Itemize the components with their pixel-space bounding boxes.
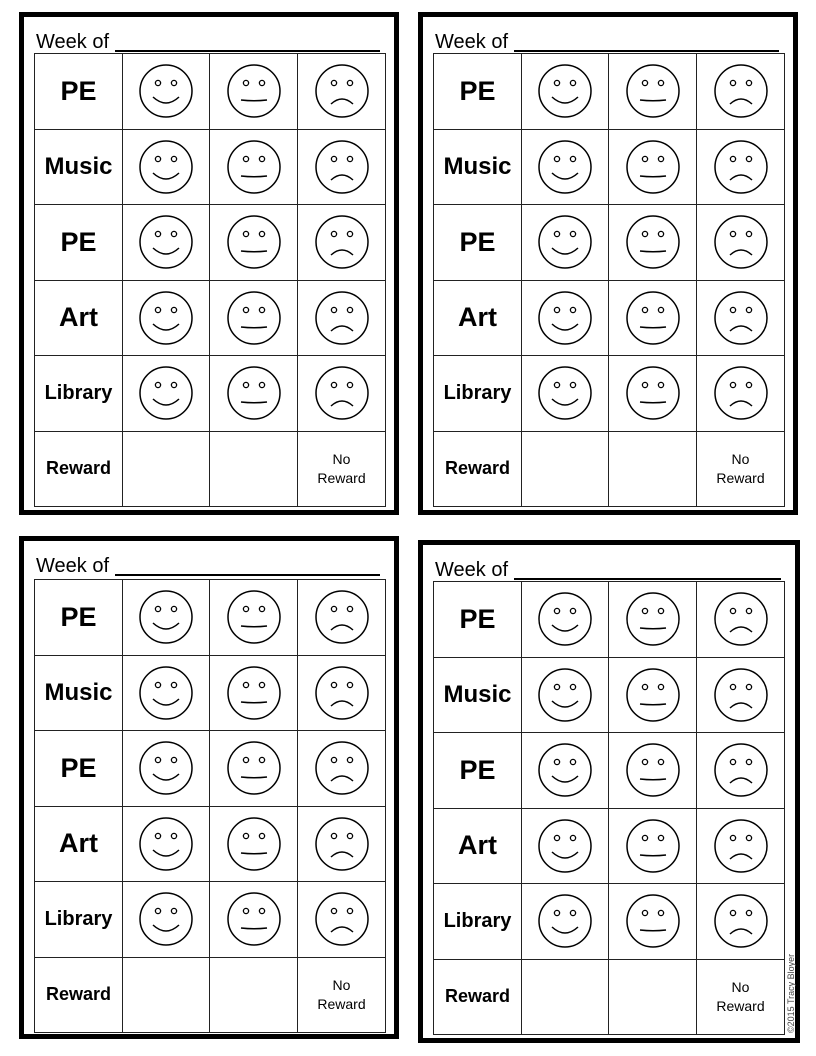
happy-face-icon bbox=[123, 63, 209, 119]
neutral-face-icon bbox=[210, 365, 297, 421]
sad-face-icon bbox=[697, 667, 784, 723]
sad-face-icon bbox=[697, 214, 784, 270]
face-cell[interactable] bbox=[522, 356, 609, 432]
week-of-row bbox=[435, 551, 781, 583]
neutral-face-icon bbox=[609, 591, 696, 647]
week-of-label: Week of bbox=[36, 31, 109, 53]
no-reward-text-line1: No bbox=[332, 450, 351, 467]
subject-label: PE bbox=[434, 205, 522, 281]
subject-row bbox=[434, 808, 785, 884]
subject-label: Music bbox=[434, 129, 522, 205]
subject-row bbox=[35, 280, 386, 356]
happy-face-icon bbox=[522, 893, 608, 949]
subject-label: PE bbox=[434, 582, 522, 658]
week-of-row bbox=[36, 547, 380, 579]
reward-cell[interactable] bbox=[210, 431, 298, 507]
subject-row bbox=[35, 54, 386, 130]
subject-row bbox=[434, 884, 785, 960]
face-cell[interactable] bbox=[123, 806, 210, 882]
sad-face-icon bbox=[298, 740, 385, 796]
happy-face-icon bbox=[522, 591, 608, 647]
neutral-face-icon bbox=[609, 893, 696, 949]
sad-face-icon bbox=[298, 139, 385, 195]
happy-face-icon bbox=[123, 365, 209, 421]
neutral-face-icon bbox=[609, 139, 696, 195]
week-date-blank[interactable] bbox=[514, 49, 779, 52]
face-cell[interactable] bbox=[210, 129, 298, 205]
neutral-face-icon bbox=[210, 589, 297, 645]
neutral-face-icon bbox=[210, 816, 297, 872]
subject-label: PE bbox=[434, 54, 522, 130]
no-reward-text-line2: Reward bbox=[317, 995, 366, 1012]
face-cell[interactable] bbox=[609, 884, 697, 960]
reward-label: Reward bbox=[35, 431, 123, 507]
neutral-face-icon bbox=[210, 214, 297, 270]
neutral-face-icon bbox=[609, 667, 696, 723]
face-cell[interactable] bbox=[522, 582, 609, 658]
subject-label: Music bbox=[35, 129, 123, 205]
face-cell[interactable] bbox=[697, 129, 785, 205]
subject-label: Art bbox=[35, 280, 123, 356]
neutral-face-icon bbox=[609, 214, 696, 270]
reward-label: Reward bbox=[434, 431, 522, 507]
face-cell[interactable] bbox=[298, 54, 386, 130]
face-cell[interactable] bbox=[210, 54, 298, 130]
face-cell[interactable] bbox=[298, 806, 386, 882]
reward-row bbox=[434, 959, 785, 1035]
neutral-face-icon bbox=[609, 818, 696, 874]
face-cell[interactable] bbox=[697, 280, 785, 356]
subject-row bbox=[35, 882, 386, 958]
subject-label: Library bbox=[35, 882, 123, 958]
sad-face-icon bbox=[697, 893, 784, 949]
behavior-grid bbox=[34, 579, 386, 1033]
week-of-row bbox=[36, 23, 380, 55]
reward-row bbox=[434, 431, 785, 507]
face-cell[interactable] bbox=[298, 731, 386, 807]
no-reward-cell[interactable] bbox=[298, 431, 386, 507]
face-cell[interactable] bbox=[123, 205, 210, 281]
face-cell[interactable] bbox=[298, 356, 386, 432]
subject-label: Music bbox=[434, 657, 522, 733]
reward-label: Reward bbox=[434, 959, 522, 1035]
week-of-row bbox=[435, 23, 779, 55]
neutral-face-icon bbox=[210, 740, 297, 796]
face-cell[interactable] bbox=[210, 655, 298, 731]
face-cell[interactable] bbox=[609, 733, 697, 809]
no-reward-cell[interactable] bbox=[697, 431, 785, 507]
face-cell[interactable] bbox=[697, 884, 785, 960]
face-cell[interactable] bbox=[609, 205, 697, 281]
subject-row bbox=[434, 54, 785, 130]
face-cell[interactable] bbox=[522, 129, 609, 205]
face-cell[interactable] bbox=[609, 280, 697, 356]
face-cell[interactable] bbox=[123, 280, 210, 356]
happy-face-icon bbox=[522, 63, 608, 119]
face-cell[interactable] bbox=[522, 54, 609, 130]
reward-cell[interactable] bbox=[522, 959, 609, 1035]
face-cell[interactable] bbox=[609, 54, 697, 130]
no-reward-text-line1: No bbox=[731, 450, 750, 467]
subject-row bbox=[35, 356, 386, 432]
happy-face-icon bbox=[123, 589, 209, 645]
week-date-blank[interactable] bbox=[115, 573, 380, 576]
face-cell[interactable] bbox=[298, 655, 386, 731]
reward-cell[interactable] bbox=[123, 957, 210, 1033]
happy-face-icon bbox=[123, 740, 209, 796]
no-reward-text-line2: Reward bbox=[716, 997, 765, 1014]
subject-label: PE bbox=[35, 731, 123, 807]
week-of-label: Week of bbox=[36, 555, 109, 577]
sad-face-icon bbox=[298, 665, 385, 721]
subject-label: Library bbox=[35, 356, 123, 432]
happy-face-icon bbox=[522, 290, 608, 346]
subject-label: Art bbox=[35, 806, 123, 882]
face-cell[interactable] bbox=[210, 806, 298, 882]
face-cell[interactable] bbox=[522, 884, 609, 960]
week-date-blank[interactable] bbox=[514, 577, 781, 580]
reward-cell[interactable] bbox=[609, 959, 697, 1035]
subject-row bbox=[35, 580, 386, 656]
sad-face-icon bbox=[298, 589, 385, 645]
face-cell[interactable] bbox=[298, 580, 386, 656]
subject-row bbox=[35, 205, 386, 281]
happy-face-icon bbox=[123, 290, 209, 346]
week-date-blank[interactable] bbox=[115, 49, 380, 52]
sad-face-icon bbox=[298, 214, 385, 270]
face-cell[interactable] bbox=[609, 657, 697, 733]
happy-face-icon bbox=[123, 214, 209, 270]
behavior-chart-card bbox=[19, 12, 399, 515]
subject-label: PE bbox=[35, 54, 123, 130]
face-cell[interactable] bbox=[522, 280, 609, 356]
subject-row bbox=[434, 582, 785, 658]
face-cell[interactable] bbox=[123, 882, 210, 958]
face-cell[interactable] bbox=[697, 657, 785, 733]
face-cell[interactable] bbox=[210, 882, 298, 958]
sad-face-icon bbox=[298, 365, 385, 421]
neutral-face-icon bbox=[609, 63, 696, 119]
happy-face-icon bbox=[522, 742, 608, 798]
subject-row bbox=[434, 280, 785, 356]
neutral-face-icon bbox=[210, 290, 297, 346]
face-cell[interactable] bbox=[697, 54, 785, 130]
face-cell[interactable] bbox=[697, 733, 785, 809]
subject-row bbox=[434, 733, 785, 809]
face-cell[interactable] bbox=[123, 655, 210, 731]
face-cell[interactable] bbox=[697, 582, 785, 658]
sad-face-icon bbox=[697, 365, 784, 421]
face-cell[interactable] bbox=[609, 808, 697, 884]
behavior-chart-card bbox=[418, 540, 800, 1043]
subject-label: PE bbox=[434, 733, 522, 809]
reward-row bbox=[35, 957, 386, 1033]
face-cell[interactable] bbox=[298, 205, 386, 281]
neutral-face-icon bbox=[609, 365, 696, 421]
face-cell[interactable] bbox=[210, 580, 298, 656]
subject-row bbox=[434, 205, 785, 281]
subject-row bbox=[35, 655, 386, 731]
face-cell[interactable] bbox=[298, 129, 386, 205]
sad-face-icon bbox=[298, 290, 385, 346]
reward-cell[interactable] bbox=[522, 431, 609, 507]
subject-label: Art bbox=[434, 808, 522, 884]
face-cell[interactable] bbox=[123, 580, 210, 656]
reward-cell[interactable] bbox=[210, 957, 298, 1033]
happy-face-icon bbox=[123, 139, 209, 195]
week-of-label: Week of bbox=[435, 559, 508, 581]
subject-label: Library bbox=[434, 884, 522, 960]
happy-face-icon bbox=[123, 891, 209, 947]
week-of-label: Week of bbox=[435, 31, 508, 53]
no-reward-text-line1: No bbox=[731, 978, 750, 995]
face-cell[interactable] bbox=[210, 205, 298, 281]
face-cell[interactable] bbox=[697, 808, 785, 884]
face-cell[interactable] bbox=[609, 356, 697, 432]
no-reward-text-line1: No bbox=[332, 976, 351, 993]
neutral-face-icon bbox=[210, 891, 297, 947]
face-cell[interactable] bbox=[522, 657, 609, 733]
sad-face-icon bbox=[697, 818, 784, 874]
face-cell[interactable] bbox=[123, 356, 210, 432]
face-cell[interactable] bbox=[298, 280, 386, 356]
sad-face-icon bbox=[697, 591, 784, 647]
subject-label: Library bbox=[434, 356, 522, 432]
face-cell[interactable] bbox=[697, 356, 785, 432]
sad-face-icon bbox=[298, 891, 385, 947]
neutral-face-icon bbox=[210, 63, 297, 119]
copyright-text: ©2015 Tracy Bloyer bbox=[786, 953, 796, 1033]
reward-row bbox=[35, 431, 386, 507]
happy-face-icon bbox=[522, 214, 608, 270]
face-cell[interactable] bbox=[522, 733, 609, 809]
happy-face-icon bbox=[522, 667, 608, 723]
neutral-face-icon bbox=[609, 742, 696, 798]
neutral-face-icon bbox=[609, 290, 696, 346]
face-cell[interactable] bbox=[123, 129, 210, 205]
behavior-chart-card bbox=[418, 12, 798, 515]
reward-cell[interactable] bbox=[123, 431, 210, 507]
face-cell[interactable] bbox=[210, 280, 298, 356]
behavior-grid bbox=[433, 581, 785, 1035]
face-cell[interactable] bbox=[123, 731, 210, 807]
happy-face-icon bbox=[522, 818, 608, 874]
face-cell[interactable] bbox=[123, 54, 210, 130]
happy-face-icon bbox=[522, 139, 608, 195]
subject-row bbox=[35, 806, 386, 882]
reward-cell[interactable] bbox=[609, 431, 697, 507]
subject-label: Music bbox=[35, 655, 123, 731]
subject-label: PE bbox=[35, 205, 123, 281]
sad-face-icon bbox=[697, 742, 784, 798]
subject-row bbox=[35, 731, 386, 807]
sad-face-icon bbox=[697, 290, 784, 346]
face-cell[interactable] bbox=[210, 356, 298, 432]
no-reward-cell[interactable] bbox=[697, 959, 785, 1035]
no-reward-cell[interactable] bbox=[298, 957, 386, 1033]
no-reward-text-line2: Reward bbox=[716, 469, 765, 486]
subject-row bbox=[434, 356, 785, 432]
behavior-grid bbox=[34, 53, 386, 507]
face-cell[interactable] bbox=[210, 731, 298, 807]
neutral-face-icon bbox=[210, 139, 297, 195]
no-reward-text-line2: Reward bbox=[317, 469, 366, 486]
subject-row bbox=[434, 657, 785, 733]
sad-face-icon bbox=[298, 63, 385, 119]
happy-face-icon bbox=[123, 816, 209, 872]
face-cell[interactable] bbox=[522, 808, 609, 884]
subject-row bbox=[35, 129, 386, 205]
behavior-chart-card bbox=[19, 536, 399, 1039]
subject-row bbox=[434, 129, 785, 205]
happy-face-icon bbox=[123, 665, 209, 721]
sad-face-icon bbox=[697, 63, 784, 119]
face-cell[interactable] bbox=[697, 205, 785, 281]
face-cell[interactable] bbox=[609, 582, 697, 658]
sad-face-icon bbox=[697, 139, 784, 195]
face-cell[interactable] bbox=[609, 129, 697, 205]
neutral-face-icon bbox=[210, 665, 297, 721]
happy-face-icon bbox=[522, 365, 608, 421]
face-cell[interactable] bbox=[522, 205, 609, 281]
sad-face-icon bbox=[298, 816, 385, 872]
subject-label: PE bbox=[35, 580, 123, 656]
subject-label: Art bbox=[434, 280, 522, 356]
face-cell[interactable] bbox=[298, 882, 386, 958]
behavior-grid bbox=[433, 53, 785, 507]
reward-label: Reward bbox=[35, 957, 123, 1033]
